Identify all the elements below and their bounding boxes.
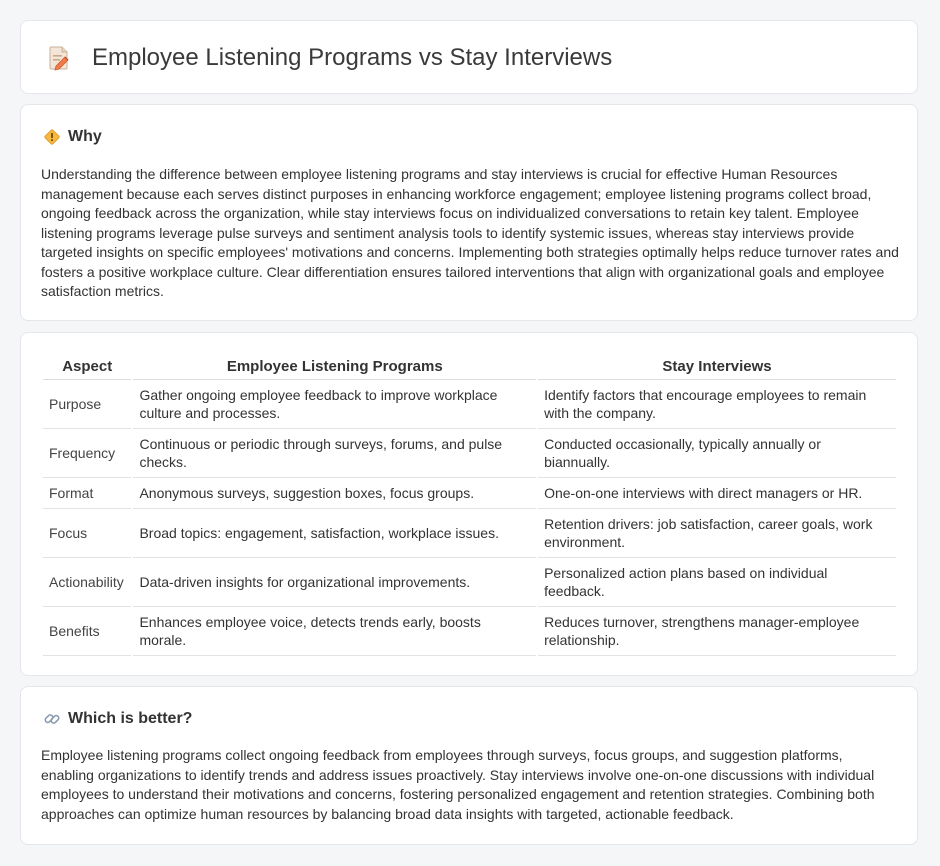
- employee-listening-cell: Anonymous surveys, suggestion boxes, focus groups.: [133, 478, 536, 509]
- link-icon: [43, 710, 61, 728]
- page-title: Employee Listening Programs vs Stay Interviews: [92, 44, 613, 71]
- table-row: [43, 607, 896, 656]
- comparison-table: [41, 353, 898, 656]
- employee-listening-cell: Gather ongoing employee feedback to improve workplace culture and processes.: [133, 380, 536, 429]
- stay-interviews-cell: Reduces turnover, strengthens manager-employee relationship.: [538, 607, 896, 656]
- aspect-cell: Purpose: [43, 380, 131, 429]
- aspect-cell: Frequency: [43, 429, 131, 478]
- aspect-cell: Actionability: [43, 558, 131, 607]
- table-row: [43, 509, 896, 558]
- stay-interviews-cell: Identify factors that encourage employees to remain with the company.: [538, 380, 896, 429]
- aspect-cell: Focus: [43, 509, 131, 558]
- which-is-better-title: Which is better?: [68, 710, 193, 727]
- stay-interviews-cell: Personalized action plans based on individual feedback.: [538, 558, 896, 607]
- which-is-better-section: [20, 686, 918, 845]
- table-row: [43, 558, 896, 607]
- table-row: [43, 478, 896, 509]
- employee-listening-cell: Broad topics: engagement, satisfaction, workplace issues.: [133, 509, 536, 558]
- why-section: [20, 104, 918, 321]
- employee-listening-cell: Enhances employee voice, detects trends early, boosts morale.: [133, 607, 536, 656]
- comparison-section: [20, 332, 918, 676]
- employee-listening-cell: Continuous or periodic through surveys, forums, and pulse checks.: [133, 429, 536, 478]
- why-text: Understanding the difference between employee listening programs and stay interviews is crucial for effective Human Resources management because each serves distinct purposes in enhancing workforce engagement; employee listening programs collect broad, ongoing feedback across the organization, while stay interviews focus on individualized conversations to retain key talent. Employee listening programs leverage pulse surveys and sentiment analysis tools to identify systemic issues, whereas stay interviews provide targeted insights on specific employees' motivations and concerns. Implementing both strategies optimally helps reduce turnover rates and fosters a positive workplace culture. Clear differentiation ensures tailored interventions that align with organizational goals and employee satisfaction metrics.: [41, 166, 899, 299]
- table-row: [43, 380, 896, 429]
- stay-interviews-cell: Retention drivers: job satisfaction, career goals, work environment.: [538, 509, 896, 558]
- table-header-row: [43, 353, 896, 380]
- why-title: Why: [68, 128, 102, 145]
- column-header-aspect: Aspect: [43, 353, 131, 380]
- column-header-employee-listening-programs: Employee Listening Programs: [133, 353, 536, 380]
- employee-listening-cell: Data-driven insights for organizational improvements.: [133, 558, 536, 607]
- stay-interviews-cell: Conducted occasionally, typically annually or biannually.: [538, 429, 896, 478]
- document-pencil-icon: [47, 45, 71, 71]
- column-header-stay-interviews: Stay Interviews: [538, 353, 896, 380]
- aspect-cell: Format: [43, 478, 131, 509]
- aspect-cell: Benefits: [43, 607, 131, 656]
- title-card: [20, 20, 918, 94]
- table-row: [43, 429, 896, 478]
- which-is-better-text: Employee listening programs collect ongoing feedback from employees through surveys, focus groups, and suggestion platforms, enabling organizations to identify trends and address issues proactively. Stay interviews involve one-on-one discussions with individual employees to understand their motivations and concerns, fostering personalized engagement and retention strategies. Combining both approaches can optimize human resources by balancing broad data insights with targeted, actionable feedback.: [41, 747, 875, 822]
- diamond-warning-icon: [43, 128, 61, 146]
- which-is-better-heading: [43, 709, 192, 729]
- why-heading: [43, 127, 102, 147]
- stay-interviews-cell: One-on-one interviews with direct managers or HR.: [538, 478, 896, 509]
